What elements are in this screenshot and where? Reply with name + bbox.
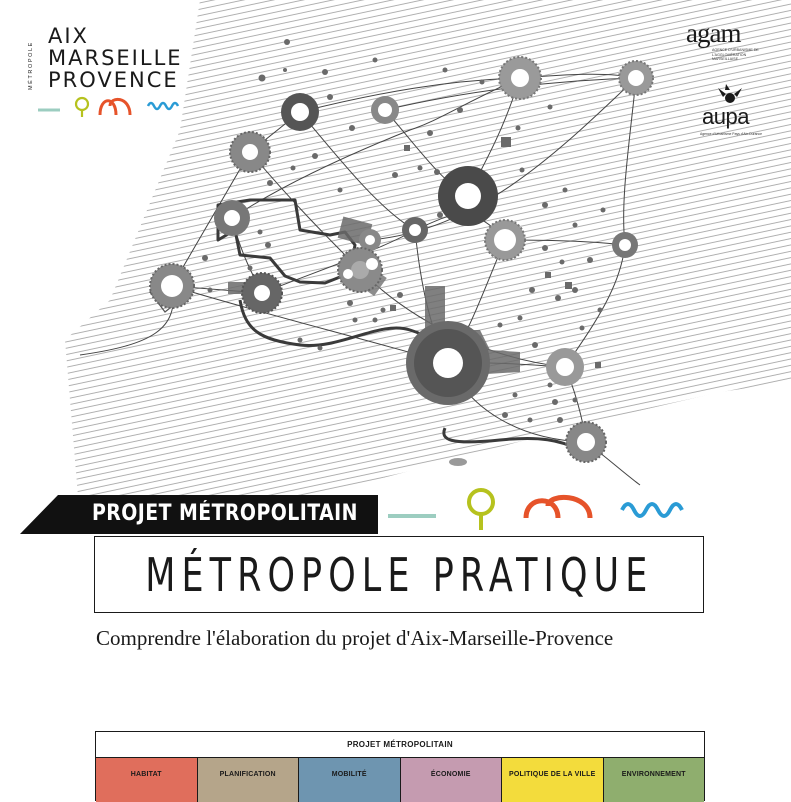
banner-label: PROJET MÉTROPOLITAIN (92, 501, 358, 526)
node (214, 200, 250, 236)
node (150, 264, 194, 308)
node (371, 96, 399, 124)
node (485, 220, 525, 260)
logo-glyphs (38, 98, 178, 117)
node (499, 57, 541, 99)
category-politique-de-la-ville: POLITIQUE DE LA VILLE (502, 758, 604, 802)
category-habitat: HABITAT (96, 758, 198, 802)
aupa-logo: aupa (702, 104, 749, 129)
page-title: MÉTROPOLE PRATIQUE (144, 547, 654, 602)
category-economie: ÉCONOMIE (401, 758, 503, 802)
node (402, 217, 428, 243)
category-planification: PLANIFICATION (198, 758, 300, 802)
category-mobilite: MOBILITÉ (299, 758, 401, 802)
theme-table-header: PROJET MÉTROPOLITAIN (96, 732, 704, 758)
theme-categories (96, 758, 704, 802)
node (612, 232, 638, 258)
logo-text-provence: PROVENCE (48, 68, 179, 92)
title-box (94, 536, 704, 613)
node (438, 166, 498, 226)
node (566, 422, 606, 462)
category-environnement: ENVIRONNEMENT (604, 758, 705, 802)
node (242, 273, 282, 313)
agam-tagline: AGENCE D'URBANISME DE L'AGGLOMÉRATION MARSEILLAISE (712, 48, 759, 62)
logo-text-aix: AIX (48, 24, 89, 48)
node (281, 93, 319, 131)
agam-logo: agam (686, 18, 741, 48)
node (619, 61, 653, 95)
logo-vertical-text: MÉTROPOLE (28, 41, 34, 90)
subtitle: Comprendre l'élaboration du projet d'Aix-Marseille-Provence (96, 626, 614, 650)
node (338, 248, 382, 292)
node (546, 348, 584, 386)
node (230, 132, 270, 172)
aupa-tagline: Agence d'Urbanisme Pays d'Aix-Durance (700, 132, 762, 136)
banner-glyphs (388, 490, 682, 530)
node (406, 321, 490, 405)
logo-text-marseille: MARSEILLE (48, 46, 183, 70)
